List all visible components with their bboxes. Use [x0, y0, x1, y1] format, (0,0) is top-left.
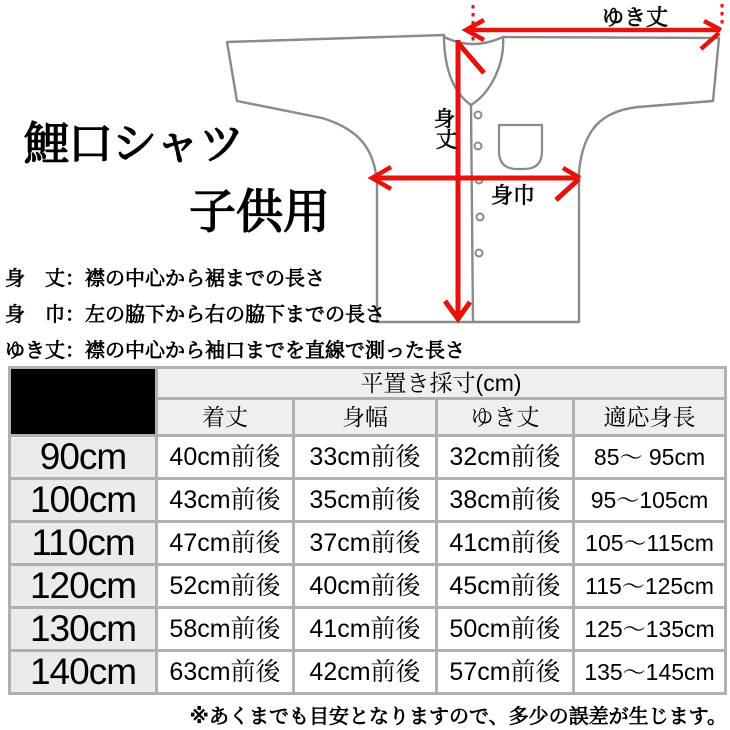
- legend-mihaba: 身 巾：左の脇下から右の脇下までの長さ: [5, 304, 385, 326]
- mihaba-cell: 33cm前後: [294, 436, 437, 479]
- mihaba-cell: 40cm前後: [294, 565, 437, 608]
- size-cell: 140cm: [10, 651, 157, 694]
- table-row: [10, 608, 726, 651]
- mihaba-label: 身巾: [491, 183, 536, 208]
- yukitake-cell: 57cm前後: [437, 651, 574, 694]
- size-cell: 130cm: [10, 608, 157, 651]
- kitake-cell: 58cm前後: [157, 608, 294, 651]
- col-header-mihaba: 身幅: [294, 399, 437, 436]
- size-table: [8, 366, 727, 695]
- kitake-cell: 52cm前後: [157, 565, 294, 608]
- table-row: [10, 479, 726, 522]
- size-cell: 90cm: [10, 436, 157, 479]
- size-cell: 100cm: [10, 479, 157, 522]
- chest-pocket: [499, 125, 542, 169]
- mitake-label-bottom: 丈: [436, 129, 457, 152]
- mihaba-cell: 42cm前後: [294, 651, 437, 694]
- height-range-cell: 135～145cm: [574, 651, 726, 694]
- size-cell: 120cm: [10, 565, 157, 608]
- height-range-cell: 85～ 95cm: [574, 436, 726, 479]
- kitake-cell: 43cm前後: [157, 479, 294, 522]
- col-header-height: 適応身長: [574, 399, 726, 436]
- table-row: [10, 522, 726, 565]
- table-row: [10, 436, 726, 479]
- kitake-cell: 47cm前後: [157, 522, 294, 565]
- audience-title: 子供用: [189, 185, 330, 238]
- yukitake-cell: 45cm前後: [437, 565, 574, 608]
- table-row: [10, 565, 726, 608]
- col-header-yukitake: ゆき丈: [437, 399, 574, 436]
- yukitake-label: ゆき丈: [602, 5, 669, 30]
- mihaba-cell: 41cm前後: [294, 608, 437, 651]
- yukitake-cell: 38cm前後: [437, 479, 574, 522]
- button-icon: [475, 143, 482, 150]
- kitake-cell: 40cm前後: [157, 436, 294, 479]
- kitake-cell: 63cm前後: [157, 651, 294, 694]
- legend-mitake: 身 丈：襟の中心から裾までの長さ: [5, 268, 325, 290]
- button-icon: [475, 112, 482, 119]
- size-cell: 110cm: [10, 522, 157, 565]
- yukitake-cell: 32cm前後: [437, 436, 574, 479]
- height-range-cell: 105～115cm: [574, 522, 726, 565]
- button-icon: [476, 250, 483, 257]
- table-group-header: 平置き採寸(cm): [157, 368, 726, 399]
- height-range-cell: 95～105cm: [574, 479, 726, 522]
- mihaba-cell: 35cm前後: [294, 479, 437, 522]
- height-range-cell: 115～125cm: [574, 565, 726, 608]
- table-row: [10, 651, 726, 694]
- product-title: 鯉口シャツ: [24, 118, 244, 169]
- yukitake-cell: 41cm前後: [437, 522, 574, 565]
- height-range-cell: 125～135cm: [574, 608, 726, 651]
- mihaba-cell: 37cm前後: [294, 522, 437, 565]
- button-icon: [477, 214, 484, 221]
- legend-yukitake: ゆき丈：襟の中心から袖口までを直線で測った長さ: [5, 340, 465, 362]
- yukitake-cell: 50cm前後: [437, 608, 574, 651]
- col-header-kitake: 着丈: [157, 399, 294, 436]
- mitake-label-top: 身: [434, 108, 455, 131]
- disclaimer-note: ※あくまでも目安となりますので、多少の誤差が生じます。: [189, 706, 727, 728]
- table-corner-cell: [10, 368, 157, 436]
